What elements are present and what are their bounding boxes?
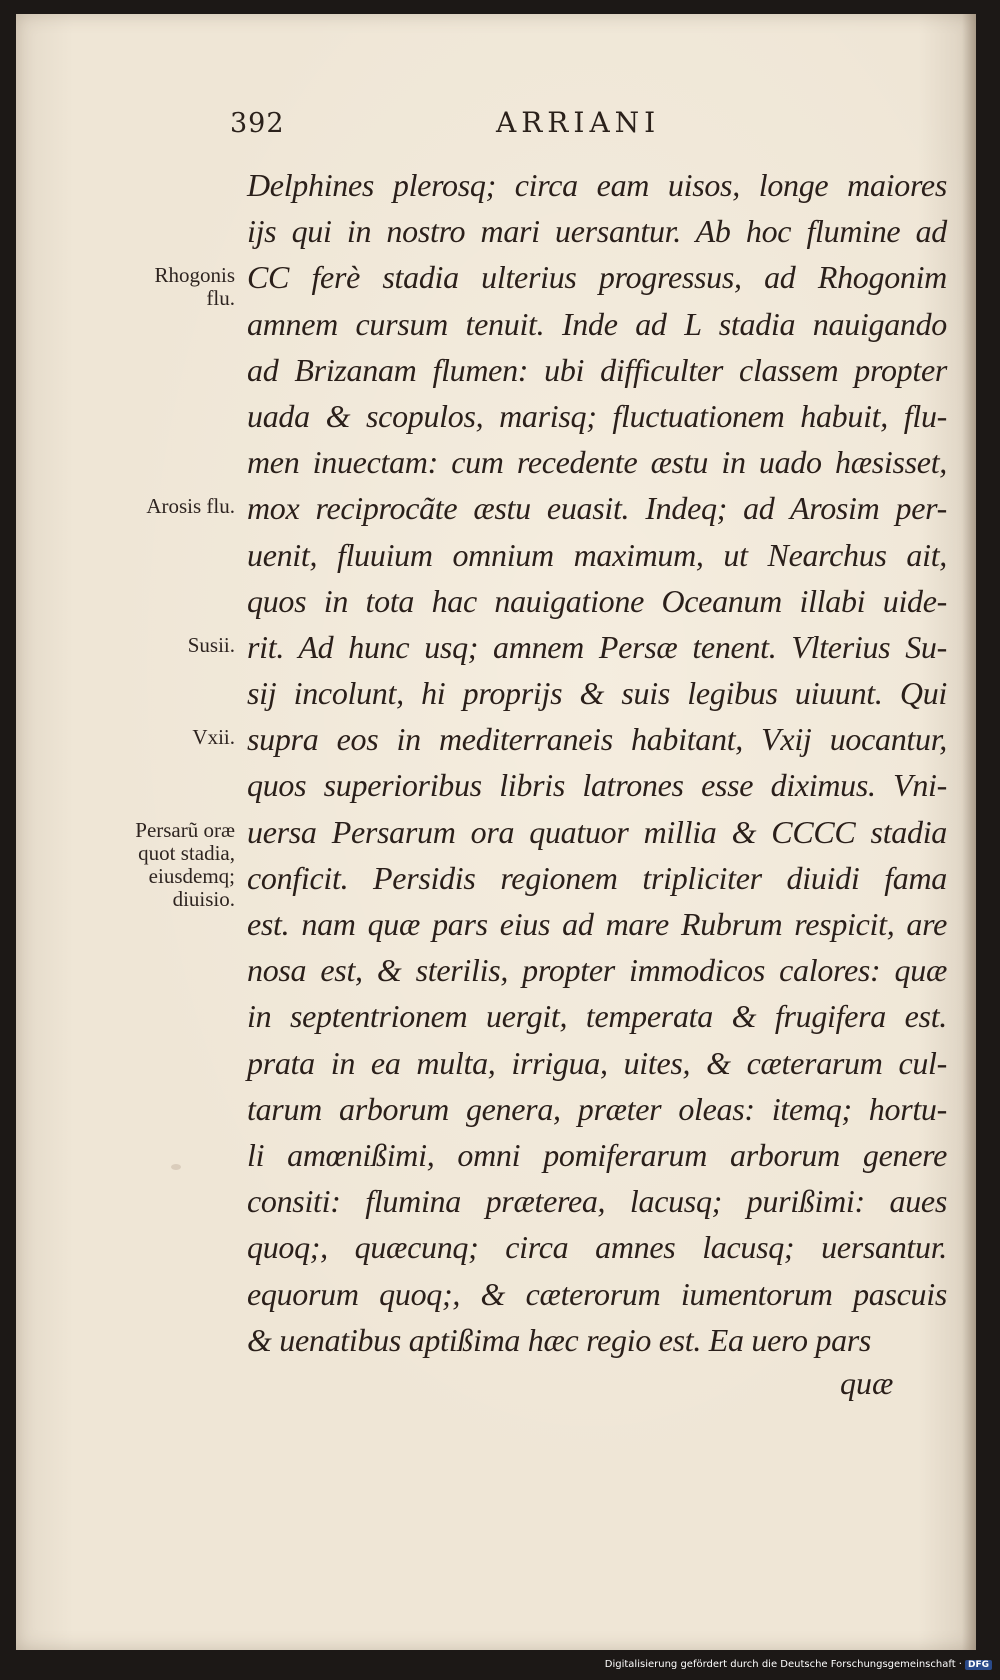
- marginal-note: [192, 726, 235, 749]
- text-line: mox reciprocãte æstu euasit. Indeq; ad Arosim per-: [247, 490, 947, 527]
- text-line: uada & scopulos, marisq; fluctuationem habuit, flu-: [247, 397, 947, 434]
- text-line: Delphines plerosq; circa eam uisos, longe maiores: [247, 167, 947, 203]
- text-line: rit. Ad hunc usq; amnem Persæ tenent. Vlterius Su-: [247, 628, 947, 665]
- credit-text: Digitalisierung gefördert durch die Deutsche Forschungsgemeinschaft ·: [604, 1659, 962, 1670]
- text-line: CC ferè stadia ulterius progressus, ad Rhogonim: [247, 259, 947, 296]
- text-line: supra eos in mediterraneis habitant, Vxij uocantur,: [247, 721, 947, 758]
- text-line: uenit, fluuium omnium maximum, ut Nearchus ait,: [247, 536, 947, 573]
- text-line: sij incolunt, hi proprijs & suis legibus uiuunt. Qui: [247, 675, 947, 712]
- page-number: 392: [230, 108, 285, 139]
- marginal-note-line: Rhogonis: [154, 263, 235, 288]
- text-line: & uenatibus aptißima hæc regio est. Ea uero pars: [247, 1321, 872, 1358]
- running-title: ARRIANI: [496, 106, 661, 139]
- text-line: est. nam quæ pars eius ad mare Rubrum respicit, are: [247, 906, 947, 942]
- dfg-logo: DFG: [965, 1660, 992, 1670]
- marginal-note: [188, 634, 235, 657]
- body-text: [247, 162, 947, 1363]
- text-line: quos in tota hac nauigatione Oceanum illabi uide-: [247, 582, 947, 619]
- marginal-note-line: Persarũ oræ: [135, 817, 235, 842]
- text-line: uersa Persarum ora quatuor millia & CCCC stadia: [247, 813, 947, 850]
- marginal-note-line: eiusdemq;: [148, 863, 235, 888]
- text-line: prata in ea multa, irrigua, uites, & cæterarum cul-: [247, 1044, 947, 1081]
- marginal-note: [135, 819, 235, 911]
- page-edge: [962, 14, 976, 1650]
- digitization-credit: [605, 1659, 992, 1670]
- marginal-note-line: Susii.: [187, 633, 235, 657]
- text-line: men inuectam: cum recedente æstu in uado hæsisset,: [247, 444, 947, 481]
- text-line: amnem cursum tenuit. Inde ad L stadia nauigando: [247, 305, 947, 342]
- text-line: nosa est, & sterilis, propter immodicos calores: quæ: [247, 952, 947, 989]
- catchword: quæ: [840, 1365, 894, 1401]
- marginal-note-line: quot stadia,: [138, 840, 235, 865]
- marginal-note-line: Arosis flu.: [146, 494, 235, 519]
- text-line: consiti: flumina præterea, lacusq; purißimi: aues: [247, 1183, 947, 1220]
- text-line: quos superioribus libris latrones esse diximus. Vni-: [247, 767, 947, 804]
- ink-smudge: [171, 1164, 181, 1170]
- marginal-note-line: diuisio.: [172, 886, 235, 911]
- text-line: conficit. Persidis regionem tripliciter diuidi fama: [247, 859, 947, 896]
- text-line: quoq;, quæcunq; circa amnes lacusq; uersantur.: [247, 1229, 947, 1266]
- marginal-note-line: flu.: [206, 286, 235, 311]
- text-line: ad Brizanam flumen: ubi difficulter classem propter: [247, 351, 947, 388]
- marginal-note-line: Vxii.: [192, 725, 235, 750]
- text-line: in septentrionem uergit, temperata & frugifera est.: [247, 998, 947, 1035]
- text-line: tarum arborum genera, præter oleas: itemq; hortu-: [247, 1090, 947, 1127]
- running-head: [230, 100, 720, 146]
- text-line: equorum quoq;, & cæterorum iumentorum pascuis: [247, 1275, 947, 1312]
- text-line: li amœnißimi, omni pomiferarum arborum genere: [247, 1136, 947, 1173]
- marginal-note: [146, 495, 235, 518]
- marginal-note: [154, 264, 235, 310]
- text-line: ijs qui in nostro mari uersantur. Ab hoc flumine ad: [247, 213, 947, 250]
